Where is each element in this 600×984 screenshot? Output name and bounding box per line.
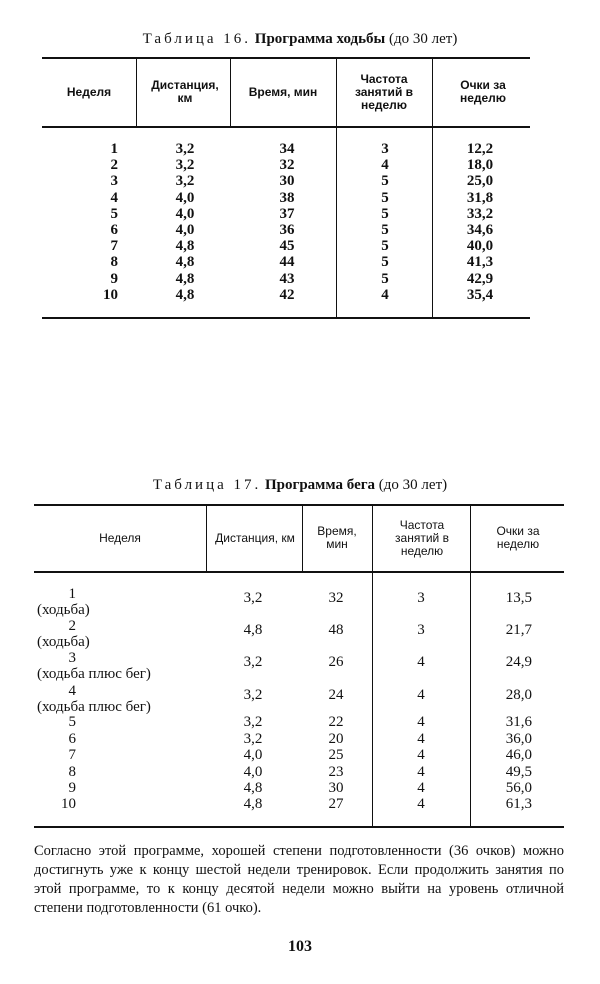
table-16-distance-cell: 4,0 (175, 205, 195, 222)
table-17-time-cell: 48 (328, 622, 344, 638)
table-17-header-rule (34, 571, 564, 573)
table-17-distance-cell: 3,2 (243, 730, 263, 747)
table-17-frequency-cell: 4 (417, 796, 425, 812)
table-16-distance-cell: 4,0 (175, 189, 195, 206)
column-divider (206, 506, 207, 571)
header-time: Время, мин (248, 84, 318, 99)
table-16-header-rule (42, 126, 530, 128)
table-16-time-cell: 32 (279, 157, 295, 174)
table-16-frequency-cell: 5 (381, 189, 389, 206)
table-17-points-cell: 24,9 (505, 654, 532, 670)
table-17-bottom-rule (34, 826, 564, 828)
table-17-week-cell: 4 (68, 683, 76, 699)
header-frequency: Частота занятий в неделю (354, 71, 414, 112)
table-16-frequency-cell: 5 (381, 238, 389, 255)
table-16-points-cell: 40,0 (466, 238, 494, 255)
table-17-frequency-cell: 4 (417, 747, 425, 763)
table-16-title: Программа ходьбы (254, 31, 386, 47)
table-17-time-cell: 30 (328, 780, 344, 796)
column-divider (470, 506, 471, 826)
table-17-points-cell: 49,5 (505, 763, 532, 780)
table-17-week-cell: 5 (68, 714, 76, 730)
table-17-points-cell: 61,3 (505, 796, 532, 812)
table-17-distance-cell: 3,2 (243, 714, 263, 730)
table-17-distance-cell: 4,8 (243, 622, 263, 638)
table-16-label: Таблица 16. (142, 31, 252, 47)
table-17-week-note: (ходьба плюс бег) (37, 666, 151, 682)
table-17-distance-cell: 3,2 (243, 687, 263, 703)
table-17-frequency-cell: 4 (417, 714, 425, 730)
table-16-time-cell: 43 (279, 270, 295, 287)
table-16-week-cell: 6 (110, 222, 118, 238)
table-17-week-cell: 1 (68, 586, 76, 602)
table-16-time-cell: 30 (279, 173, 295, 190)
table-17-distance-cell: 4,8 (243, 796, 263, 812)
table-16-distance-cell: 4,0 (175, 222, 195, 238)
table-16-week-cell: 5 (110, 205, 118, 222)
table-16-week-cell: 1 (110, 141, 118, 157)
table-17-points-cell: 36,0 (505, 730, 532, 747)
header-distance: Дистанция, км (215, 530, 295, 545)
table-17-frequency-cell: 3 (417, 590, 425, 606)
page-number: 103 (288, 938, 312, 955)
table-16-week-cell: 8 (110, 254, 118, 271)
table-17-week-cell: 3 (68, 650, 76, 666)
table-17-time-cell: 26 (328, 654, 344, 670)
table-16-points-cell: 31,8 (466, 189, 494, 206)
table-17-week-cell: 7 (68, 747, 76, 763)
column-divider (136, 59, 137, 126)
table-16-time-cell: 36 (279, 222, 295, 238)
table-16-top-rule (42, 57, 530, 59)
table-17-points-cell: 21,7 (505, 622, 532, 638)
header-week: Неделя (99, 530, 141, 545)
table-17-frequency-cell: 4 (417, 730, 425, 747)
table-17-week-note: (ходьба) (37, 602, 90, 618)
table-16-caption (0, 31, 600, 48)
table-16-distance-cell: 4,8 (175, 270, 195, 287)
table-17-points-cell: 13,5 (505, 590, 532, 606)
column-divider (432, 59, 433, 317)
table-16-week-cell: 3 (110, 173, 118, 190)
header-frequency: Частота занятий в неделю (395, 517, 449, 558)
table-16-frequency-cell: 3 (381, 141, 389, 157)
table-16-time-cell: 44 (279, 254, 295, 271)
body-paragraph: Согласно этой программе, хорошей степени подготовленности (36 очков) можно достигнуть уже к концу шестой недели тренировок. Если продолжить занятия по этой программе, то к концу десятой недели можно выйти на уровень отличной степени подготовленности (61 очко). (34, 843, 564, 916)
table-17-points-cell: 28,0 (505, 687, 532, 703)
table-17-frequency-cell: 4 (417, 654, 425, 670)
table-17-week-note: (ходьба) (37, 634, 90, 650)
table-16-time-cell: 45 (279, 238, 295, 255)
table-16-frequency-cell: 5 (381, 254, 389, 271)
table-16-points-cell: 33,2 (466, 205, 494, 222)
table-17-week-cell: 8 (68, 763, 76, 780)
table-17-time-cell: 25 (328, 747, 344, 763)
header-points: Очки за неделю (496, 524, 540, 551)
table-16-distance-cell: 4,8 (175, 254, 195, 271)
header-time: Время, мин (317, 524, 357, 551)
table-17-time-cell: 23 (328, 763, 344, 780)
table-16-distance-cell: 3,2 (175, 173, 195, 190)
table-17-subtitle: (до 30 лет) (378, 477, 448, 493)
table-16-distance-cell: 3,2 (175, 157, 195, 174)
table-17-title: Программа бега (265, 477, 376, 493)
table-17-time-cell: 20 (328, 730, 344, 747)
table-17-week-cell: 9 (68, 780, 76, 796)
header-distance: Дистанция, км (151, 78, 219, 105)
table-16-frequency-cell: 5 (381, 173, 389, 190)
table-16-week-cell: 2 (110, 157, 118, 174)
table-16-points-cell: 18,0 (466, 157, 494, 174)
table-17-time-cell: 32 (328, 590, 344, 606)
table-16-frequency-cell: 5 (381, 205, 389, 222)
table-17-frequency-cell: 4 (417, 780, 425, 796)
table-17-week-note: (ходьба плюс бег) (37, 699, 151, 715)
column-divider (336, 59, 337, 317)
table-17-week-cell: 10 (61, 796, 76, 812)
table-17-top-rule (34, 504, 564, 506)
table-16-subtitle: (до 30 лет) (389, 31, 458, 47)
table-16-frequency-cell: 4 (381, 286, 389, 303)
table-17-time-cell: 24 (328, 687, 344, 703)
table-16-distance-cell: 3,2 (175, 141, 195, 157)
table-17-distance-cell: 4,8 (243, 780, 263, 796)
table-17-time-cell: 27 (328, 796, 344, 812)
table-17-label: Таблица 17. (152, 477, 262, 493)
table-16-points-cell: 25,0 (466, 173, 494, 190)
table-16-week-cell: 10 (103, 286, 118, 303)
table-16-time-cell: 38 (279, 189, 295, 206)
table-16-frequency-cell: 4 (381, 157, 389, 174)
table-16-frequency-cell: 5 (381, 270, 389, 287)
table-17-points-cell: 31,6 (505, 714, 532, 730)
table-16-points-cell: 35,4 (466, 286, 494, 303)
table-17-frequency-cell: 4 (417, 687, 425, 703)
table-17-frequency-cell: 3 (417, 622, 425, 638)
table-16-points-cell: 34,6 (466, 222, 494, 238)
table-17-points-cell: 46,0 (505, 747, 532, 763)
column-divider (302, 506, 303, 571)
table-16-points-cell: 12,2 (466, 141, 494, 157)
table-16-bottom-rule (42, 317, 530, 319)
table-17-week-cell: 2 (68, 618, 76, 634)
table-16-time-cell: 37 (279, 205, 295, 222)
table-17-distance-cell: 3,2 (243, 654, 263, 670)
column-divider (372, 506, 373, 826)
table-16-distance-cell: 4,8 (175, 238, 195, 255)
table-17-time-cell: 22 (328, 714, 344, 730)
header-week: Неделя (66, 84, 112, 99)
table-17-distance-cell: 4,0 (243, 763, 263, 780)
table-16-points-cell: 42,9 (466, 270, 494, 287)
table-17-distance-cell: 3,2 (243, 590, 263, 606)
table-17-distance-cell: 4,0 (243, 747, 263, 763)
table-16-frequency-cell: 5 (381, 222, 389, 238)
table-17-points-cell: 56,0 (505, 780, 532, 796)
table-16-week-cell: 4 (110, 189, 118, 206)
table-17-week-cell: 6 (68, 730, 76, 747)
table-16-points-cell: 41,3 (466, 254, 494, 271)
table-16-distance-cell: 4,8 (175, 286, 195, 303)
table-16-week-cell: 7 (110, 238, 118, 255)
table-16-time-cell: 34 (279, 141, 295, 157)
table-17-frequency-cell: 4 (417, 763, 425, 780)
header-points: Очки за неделю (459, 78, 507, 105)
table-17-caption (0, 477, 600, 494)
table-16-week-cell: 9 (110, 270, 118, 287)
table-16-time-cell: 42 (279, 286, 295, 303)
